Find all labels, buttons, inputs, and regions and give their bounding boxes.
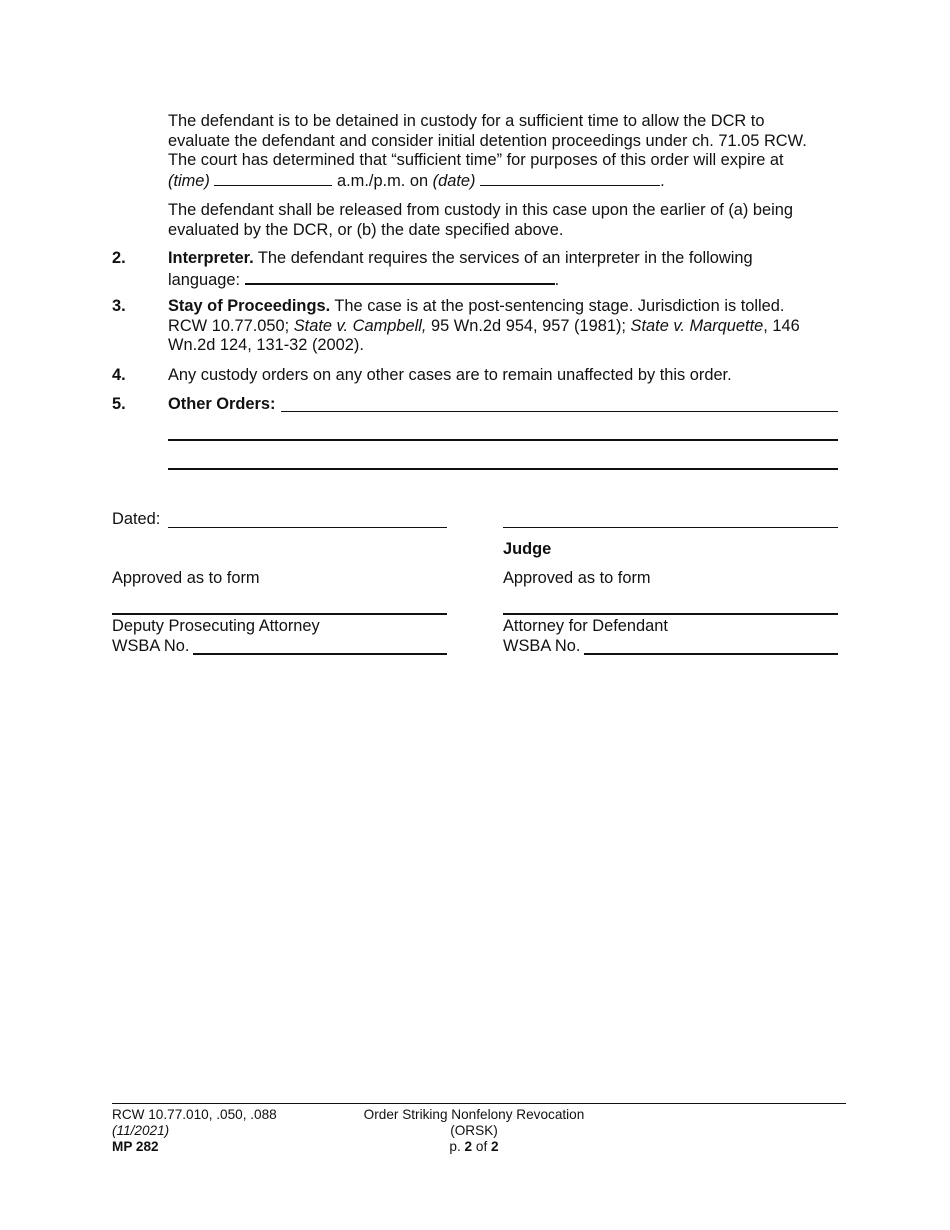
detention-line-1: The defendant is to be detained in custody for a sufficient time to allow the DCR to [168, 112, 765, 130]
release-line-1: The defendant shall be released from custody in this case upon the earlier of (a) being [168, 201, 794, 219]
other-orders-heading: Other Orders: [168, 395, 276, 413]
wsba-left-field[interactable] [193, 653, 447, 655]
wsba-right-label: WSBA No. [503, 636, 581, 655]
prosecutor-signature-line[interactable] [112, 613, 447, 615]
footer-date: (11/2021) [112, 1123, 170, 1138]
time-label: (time) [168, 171, 210, 190]
stay-heading: Stay of Proceedings. [168, 297, 331, 315]
custody-item: Any custody orders on any other cases are to remain unaffected by this order. [168, 366, 732, 384]
date-label: (date) [432, 171, 476, 190]
release-line-2: evaluated by the DCR, or (b) the date specified above. [168, 220, 564, 239]
defense-signature-line[interactable] [503, 613, 838, 615]
footer-abbrev: (ORSK) [450, 1123, 498, 1138]
other-orders-line-1[interactable] [281, 411, 838, 412]
judge-label: Judge [503, 540, 552, 558]
judge-signature-line[interactable] [503, 527, 838, 528]
footer-rule [112, 1103, 846, 1104]
language-field[interactable] [245, 269, 555, 285]
footer-rcw: RCW 10.77.010, .050, .088 [112, 1107, 277, 1122]
wsba-left-label: WSBA No. [112, 636, 190, 655]
other-orders-line-2[interactable] [168, 439, 838, 441]
footer-center [330, 1107, 618, 1155]
case-campbell: State v. Campbell, [293, 316, 427, 335]
approved-left-label: Approved as to form [112, 569, 260, 587]
item-3-number: 3. [112, 297, 126, 315]
dated-field[interactable] [168, 527, 447, 528]
date-field[interactable] [480, 171, 660, 186]
defense-block [503, 617, 668, 656]
stay-item: Stay of Proceedings. The case is at the post-sentencing stage. Jurisdiction is tolled. RCW 10.77.050; State v. Campbell, 95 Wn.2d 954, 957 (1981); State v. Marquette, 146 Wn.2d 124, 131-32 (2002). [168, 297, 800, 354]
interpreter-item: Interpreter. The defendant requires the services of an interpreter in the following language: . [168, 249, 753, 289]
case-marquette: State v. Marquette [630, 316, 764, 335]
footer-title: Order Striking Nonfelony Revocation [363, 1107, 585, 1122]
time-field[interactable] [214, 171, 332, 186]
ampm-label: a.m./p.m. on [337, 171, 429, 190]
dated-label: Dated: [112, 510, 161, 528]
item-2-number: 2. [112, 249, 126, 267]
release-paragraph [168, 201, 848, 240]
detention-line-2: evaluate the defendant and consider initial detention proceedings under ch. 71.05 RCW. [168, 131, 807, 150]
detention-paragraph [168, 112, 848, 191]
interpreter-heading: Interpreter. [168, 249, 254, 267]
prosecutor-block [112, 617, 320, 656]
footer-left [112, 1107, 277, 1155]
detention-line-4: (time) a.m./p.m. on (date) . [168, 171, 665, 190]
footer-page: p. 2 of 2 [449, 1139, 499, 1154]
footer-form-number: MP 282 [112, 1139, 159, 1154]
other-orders-line-3[interactable] [168, 468, 838, 470]
item-5-number: 5. [112, 395, 126, 413]
item-4-number: 4. [112, 366, 126, 384]
approved-right-label: Approved as to form [503, 569, 651, 587]
detention-line-3: The court has determined that “sufficient time” for purposes of this order will expire at [168, 151, 784, 169]
prosecutor-label: Deputy Prosecuting Attorney [112, 617, 320, 635]
wsba-right-field[interactable] [584, 653, 838, 655]
defense-label: Attorney for Defendant [503, 617, 668, 635]
